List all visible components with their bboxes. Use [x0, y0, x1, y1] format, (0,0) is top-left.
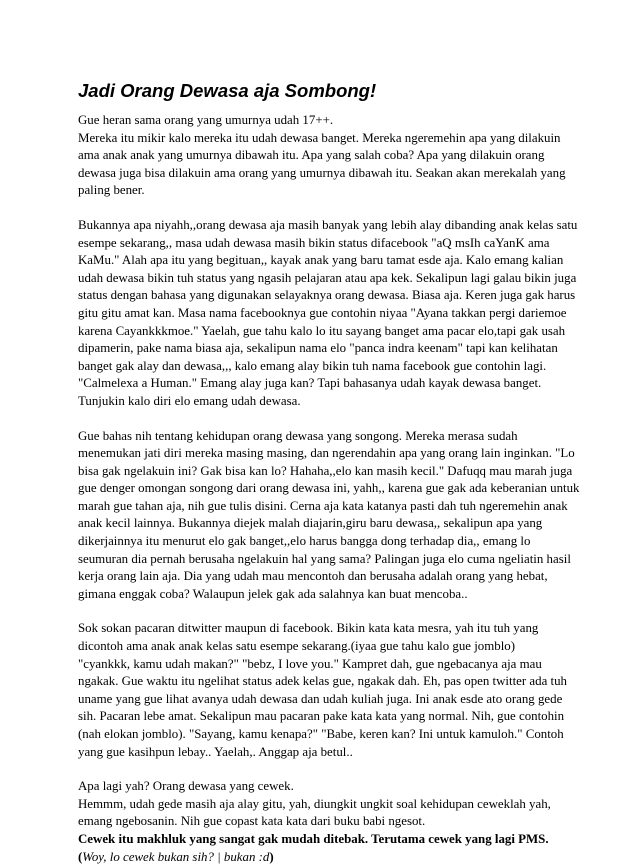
text-line: menemukan jati diri mereka masing masing, dan ngerendahin apa yang orang lain inginkan. "Lo: [78, 446, 575, 461]
note-close-paren: ): [269, 849, 274, 864]
bold-quote-line: Cewek itu makhluk yang sangat gak mudah ditebak. Terutama cewek yang lagi PMS.: [78, 831, 549, 846]
text-line: dikerjainnya itu menurut elo gak banget,,elo harus bangga dong terhadap dia,, emang lo: [78, 534, 531, 549]
paragraph: [78, 112, 598, 200]
text-line: bisa gak ngelakuin ini? Gak bisa kan lo? Hahaha,,elo kan masih kecil." Dafuqq mau marah juga: [78, 463, 573, 478]
text-line: "cyankkk, kamu udah makan?" "bebz, I love you." Kampret dah, gue ngebacanya aja mau: [78, 656, 542, 671]
text-line: emang ngebosanin. Nih gue copast kata kata dari buku babi ngesot.: [78, 814, 426, 829]
paragraph: [78, 428, 598, 604]
text-line: paling bener.: [78, 183, 145, 198]
text-line: Hemmm, udah gede masih aja alay gitu, yah, diungkit ungkit soal kehidupan ceweklah yah,: [78, 796, 551, 811]
text-line: anak kecil lainnya. Bukannya diejek malah diajarin,giru baru dewasa,, sekalipun apa yang: [78, 516, 543, 531]
text-line: uname yang gue lihat avanya udah dewasa dan udah kuliah juga. Ini anak esde ato orang gede: [78, 691, 563, 706]
text-line: kerja orang lain aja. Dia yang udah mau mencontoh dan berusaha adalah orang yang hebat,: [78, 569, 548, 584]
text-line: seumuran dia pernah berusaha ngelakuin hal yang sama? Palingan juga elo cuma ngeliatin hasil: [78, 551, 571, 566]
note-text: Woy, lo cewek bukan sih? | bukan :d: [82, 849, 270, 864]
text-line: sih. Pacaran lebe amat. Sekalipun mau pacaran pake kata kata yang normal. Nih, gue contohin: [78, 709, 565, 724]
text-line: Gue heran sama orang yang umurnya udah 17++.: [78, 113, 334, 127]
closing-note: [78, 849, 598, 866]
text-line: ama anak anak yang umurnya dibawah itu. Apa yang salah coba? Apa yang dilakuin orang: [78, 148, 545, 163]
text-line: dipamerin, pake nama biasa aja, sekalipun nama elo "panca indra keenam" tapi kan kelihatan: [78, 341, 558, 356]
paragraph: [78, 217, 598, 411]
text-line: (nah elokan jomblo). "Sayang, kamu kenapa?" "Babe, keren kan? Ini untuk kamuloh." Contoh: [78, 727, 564, 741]
text-line: marah gue tahan aja, nih gue tulis disini. Cerna aja kata katanya pasti dah tuh ngeremehin anak: [78, 498, 568, 513]
text-line: gue denger omongan songong dari orang dewasa ini, yahh,, karena gue gak ada keberanian untuk: [78, 481, 580, 496]
text-line: gitu gitu amat kan. Masa nama facebooknya gue contohin niyaa "Ayana takkan pergi dariemoe: [78, 305, 567, 320]
text-line: udah dewasa bikin tuh status yang ngasih pelajaran atau apa kek. Sekalipun lagi galau bikin juga: [78, 270, 577, 285]
text-line: banget gak alay dan dewasa,,, kalo emang alay bikin tuh nama facebook gue contohin lagi.: [78, 358, 547, 373]
document-body: [78, 112, 598, 831]
text-line: karena Cayankkkmoe." Yaelah, gue tahu kalo lo itu sayang banget ama pacar elo,tapi gak usah: [78, 323, 566, 338]
text-line: Sok sokan pacaran ditwitter maupun di facebook. Bikin kata kata mesra, yah itu tuh yang: [78, 621, 539, 636]
text-line: KaMu." Alah apa itu yang begituan,, kayak anak yang baru tamat esde aja. Kalo emang kalian: [78, 253, 564, 268]
text-line: ngakak. Gue waktu itu ngelihat status adek kelas gue, ngakak dah. Eh, pas open twitter ada tuh: [78, 674, 567, 689]
text-line: "Calmelexa a Human." Emang alay juga kan? Tapi bahasanya udah kayak dewasa banget.: [78, 376, 542, 391]
note-open-paren: (: [78, 849, 83, 864]
text-line: Bukannya apa niyahh,,orang dewasa aja masih banyak yang lebih alay dibanding anak kelas satu: [78, 217, 578, 232]
paragraph: [78, 778, 598, 831]
text-line: esempe sekarang,, masa udah dewasa masih bikin status difacebook "aQ msIh caYanK ama: [78, 235, 550, 250]
text-line: dewasa juga bisa dilakuin ama orang yang umurnya dibawah itu. Seakan akan merekalah yang: [78, 165, 566, 180]
text-line: Apa lagi yah? Orang dewasa yang cewek.: [78, 779, 294, 794]
paragraph: [78, 620, 598, 761]
text-line: yang gue kasihpun lebay.. Yaelah,. Anggap aja betul..: [78, 744, 353, 759]
text-line: Tunjukin kalo diri elo emang udah dewasa.: [78, 393, 301, 408]
text-line: gimana enggak coba? Walaupun jelek gak ada salahnya kan buat mencoba..: [78, 586, 468, 601]
text-line: dicontoh ama anak anak kelas satu esempe sekarang.(iyaa gue tahu kalo gue jomblo): [78, 639, 516, 654]
text-line: Mereka itu mikir kalo mereka itu udah dewasa banget. Mereka ngeremehin apa yang dilakuin: [78, 130, 561, 145]
text-line: status dengan bahasa yang digunakan selayaknya orang dewasa. Biasa aja. Keren juga gak harus: [78, 288, 576, 303]
text-line: Gue bahas nih tentang kehidupan orang dewasa yang songong. Mereka merasa sudah: [78, 428, 518, 443]
document-title: Jadi Orang Dewasa aja Sombong!: [78, 80, 377, 101]
